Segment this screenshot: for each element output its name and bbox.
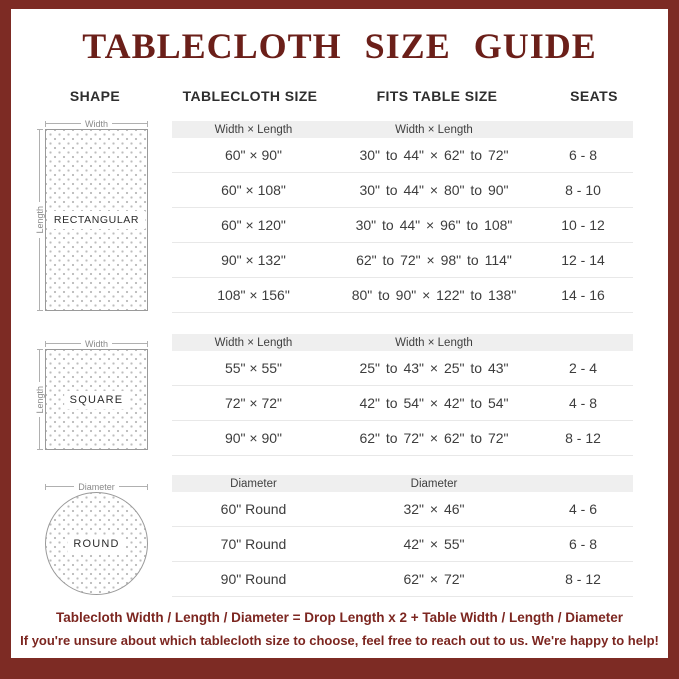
table-subheader: [172, 334, 633, 351]
fits-cell: 30" to 44" × 96" to 108": [355, 217, 513, 233]
help-note: If you're unsure about which tablecloth size to choose, feel free to reach out to us. We're happy to help!: [20, 633, 659, 648]
size-cell: 60" × 90": [224, 147, 283, 163]
table-row: [172, 562, 633, 597]
footer: [11, 610, 668, 648]
subheader-size: Width × Length: [214, 336, 293, 349]
fits-cell: 30" to 44" × 62" to 72": [359, 147, 509, 163]
shape-label: RECTANGULAR: [48, 211, 145, 229]
size-cell: 60" × 108": [221, 182, 286, 198]
table-row: [172, 386, 633, 421]
rectangular-shape-diagram: [34, 118, 148, 311]
subheader-fits: Width × Length: [395, 336, 473, 349]
size-cell: 70" Round: [220, 536, 287, 552]
length-dimension-label: [34, 349, 45, 450]
dim-text: Diameter: [78, 481, 115, 492]
column-header-row: [11, 88, 668, 106]
table-row: [172, 421, 633, 456]
size-cell: 72" × 72": [224, 395, 283, 411]
subheader-size: Diameter: [230, 477, 277, 490]
shape-label: SQUARE: [64, 391, 130, 409]
subheader-size: Width × Length: [214, 123, 293, 136]
seats-cell: 6 - 8: [568, 536, 597, 552]
column-header-seats: SEATS: [570, 88, 618, 104]
column-header-shape: SHAPE: [69, 88, 121, 104]
round-size-table: [172, 475, 633, 597]
content-panel: [11, 9, 668, 658]
seats-cell: 6 - 8: [568, 147, 597, 163]
dim-text: Width: [85, 338, 109, 349]
seats-cell: 12 - 14: [561, 252, 605, 268]
page-title: TABLECLOTH SIZE GUIDE: [82, 26, 597, 66]
seats-cell: 14 - 16: [561, 287, 605, 303]
fits-cell: 42" to 54" × 42" to 54": [359, 395, 509, 411]
size-cell: 90" × 132": [221, 252, 286, 268]
size-cell: 55" × 55": [224, 360, 283, 376]
rectangular-size-table: [172, 121, 633, 313]
diameter-dimension-label: [45, 481, 148, 492]
round-shape-diagram: [34, 481, 148, 595]
fits-cell: 30" to 44" × 80" to 90": [359, 182, 509, 198]
width-dimension-label: [45, 338, 148, 349]
seats-cell: 10 - 12: [561, 217, 605, 233]
subheader-fits: Diameter: [410, 477, 458, 490]
column-header-tablecloth-size: TABLECLOTH SIZE: [182, 88, 318, 104]
fits-cell: 32" × 46": [403, 501, 465, 517]
size-cell: 108" × 156": [217, 287, 290, 303]
seats-cell: 8 - 12: [565, 430, 601, 446]
width-dimension-label: [45, 118, 148, 129]
size-cell: 60" × 120": [221, 217, 286, 233]
table-subheader: [172, 475, 633, 492]
table-row: [172, 492, 633, 527]
seats-cell: 4 - 6: [568, 501, 597, 517]
rectangular-swatch: [45, 129, 148, 311]
dim-text: Length: [34, 385, 45, 414]
length-dimension-label: [34, 129, 45, 311]
table-row: [172, 173, 633, 208]
seats-cell: 8 - 12: [565, 571, 601, 587]
fits-cell: 80" to 90" × 122" to 138": [351, 287, 517, 303]
table-row: [172, 278, 633, 313]
sizing-formula: Tablecloth Width / Length / Diameter = Drop Length x 2 + Table Width / Length / Diameter: [55, 610, 624, 625]
fits-cell: 25" to 43" × 25" to 43": [359, 360, 509, 376]
fits-cell: 62" to 72" × 62" to 72": [359, 430, 509, 446]
round-swatch: [45, 492, 148, 595]
dim-text: Length: [34, 206, 45, 234]
square-shape-diagram: [34, 338, 148, 450]
seats-cell: 8 - 10: [565, 182, 601, 198]
shape-label: ROUND: [67, 535, 125, 553]
table-row: [172, 243, 633, 278]
seats-cell: 4 - 8: [568, 395, 597, 411]
table-subheader: [172, 121, 633, 138]
fits-cell: 62" to 72" × 98" to 114": [356, 252, 512, 268]
table-row: [172, 527, 633, 562]
fits-cell: 62" × 72": [403, 571, 465, 587]
square-swatch: [45, 349, 148, 450]
size-cell: 90" × 90": [224, 430, 283, 446]
dim-text: Width: [85, 118, 109, 129]
fits-cell: 42" × 55": [403, 536, 465, 552]
column-header-fits-table-size: FITS TABLE SIZE: [376, 88, 498, 104]
square-size-table: [172, 334, 633, 456]
size-cell: 90" Round: [220, 571, 287, 587]
table-row: [172, 208, 633, 243]
table-row: [172, 351, 633, 386]
table-row: [172, 138, 633, 173]
size-cell: 60" Round: [220, 501, 287, 517]
subheader-fits: Width × Length: [395, 123, 473, 136]
seats-cell: 2 - 4: [568, 360, 597, 376]
